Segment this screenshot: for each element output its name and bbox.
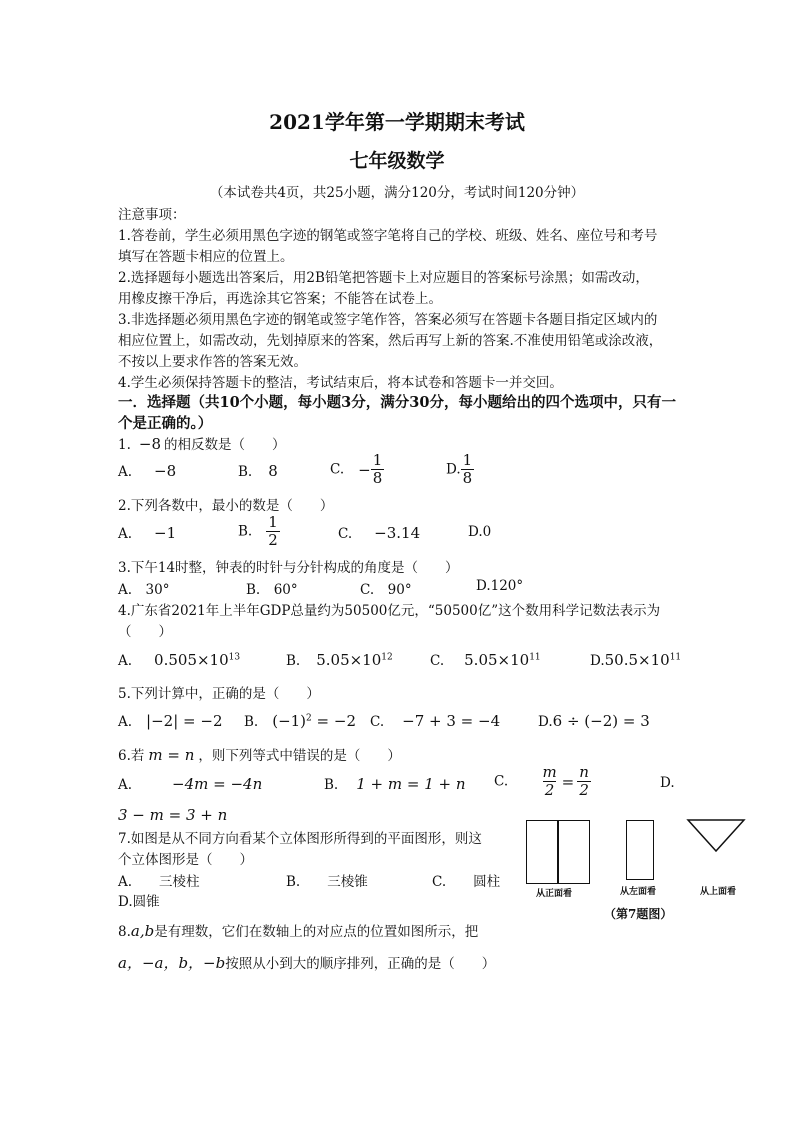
q5-option-b[interactable]: B. $(-1)^2 = -2$: [244, 712, 356, 730]
q5-option-d[interactable]: D.6 ÷ (−2) = 3: [538, 712, 650, 730]
exam-subject: 七年级数学: [349, 150, 445, 172]
question-5-stem: 5.下列计算中，正确的是（ ）: [118, 686, 320, 702]
question-4-stem: 4.广东省2021年上半年GDP总量约为50500亿元，“50500亿”这个数用科学记数法表示为: [118, 603, 661, 619]
q1-option-d[interactable]: D. $\frac{1}{8}$: [446, 451, 473, 487]
q4-option-a[interactable]: A. $0.505\times 10^{13}$: [118, 651, 241, 669]
q3-option-c[interactable]: C. 90°: [360, 582, 412, 598]
top-view-label: 从上面看: [700, 887, 737, 897]
notice-line: 3.非选择题必须用黑色字迹的钢笔或签字笔作答，答案必须写在答题卡各题目指定区域内的: [118, 312, 658, 328]
q7-option-d[interactable]: D.圆锥: [118, 894, 160, 910]
exam-title: 2021学年第一学期期末考试: [269, 110, 525, 134]
q4-option-b[interactable]: B. $5.05\times 10^{12}$: [286, 651, 393, 669]
q6-option-c[interactable]: C. $\frac{m}{2}$ = $\frac{n}{2}$: [494, 763, 589, 799]
q3-option-b[interactable]: B. 60°: [246, 582, 298, 598]
notice-line: 1.答卷前，学生必须用黑色字迹的钢笔或签字笔将自己的学校、班级、姓名、座位号和考号: [118, 228, 658, 244]
left-view-figure: [626, 820, 654, 880]
q1-option-a[interactable]: A. −8: [118, 462, 177, 480]
question-1-stem: 1. −8 的相反数是（ ）: [118, 435, 286, 453]
q5-option-a[interactable]: A. |−2| = −2: [118, 712, 223, 730]
q2-option-b[interactable]: B. $\frac{1}{2}$: [238, 513, 278, 549]
q6-option-d-label[interactable]: D.: [660, 775, 675, 791]
q5-option-c[interactable]: C. −7 + 3 = −4: [370, 712, 501, 730]
q7-option-b[interactable]: B. 三棱锥: [286, 874, 368, 890]
q2-option-a[interactable]: A. −1: [118, 524, 177, 542]
section-heading: 个是正确的。）: [118, 415, 213, 432]
question-6-stem: 6.若 m = n ，则下列等式中错误的是（ ）: [118, 746, 401, 764]
question-8-stem: a，−a，b，−b按照从小到大的顺序排列，正确的是（ ）: [118, 954, 496, 972]
front-view-divider: [557, 821, 559, 883]
q7-option-a[interactable]: A. 三棱柱: [118, 874, 200, 890]
question-3-stem: 3.下午14时整，钟表的时针与分针构成的角度是（ ）: [118, 560, 459, 576]
notice-heading: 注意事项：: [118, 207, 186, 223]
exam-info: （本试卷共4页，共25小题，满分120分，考试时间120分钟）: [209, 185, 585, 201]
section-heading: 一．选择题（共10个小题，每小题3分，满分30分，每小题给出的四个选项中，只有一: [118, 394, 676, 411]
q4-option-c[interactable]: C. $5.05\times 10^{11}$: [430, 651, 541, 669]
question-8-stem: 8.a,b是有理数，它们在数轴上的对应点的位置如图所示，把: [118, 922, 479, 940]
q2-option-d[interactable]: D.0: [468, 524, 492, 540]
question-2-stem: 2.下列各数中，最小的数是（ ）: [118, 498, 334, 514]
notice-line: 不按以上要求作答的答案无效。: [118, 354, 307, 370]
q1-option-c[interactable]: C. − $\frac{1}{8}$: [330, 451, 383, 487]
question-7-stem: 个立体图形是（ ）: [118, 852, 253, 868]
left-view-label: 从左面看: [620, 887, 657, 897]
q7-option-c[interactable]: C. 圆柱: [432, 874, 501, 890]
notice-line: 填写在答题卡相应的位置上。: [118, 249, 294, 265]
q2-option-c[interactable]: C. −3.14: [338, 524, 421, 542]
q6-option-b[interactable]: B. 1 + m = 1 + n: [324, 775, 466, 793]
notice-line: 相应位置上，如需改动，先划掉原来的答案，然后再写上新的答案.不准使用铅笔或涂改液，: [118, 333, 663, 349]
top-view-figure: [686, 818, 746, 854]
notice-line: 4.学生必须保持答题卡的整洁，考试结束后，将本试卷和答题卡一并交回。: [118, 375, 563, 391]
front-view-label: 从正面看: [536, 889, 573, 899]
q3-option-a[interactable]: A. 30°: [118, 582, 170, 598]
q6-option-a[interactable]: A. −4m = −4n: [118, 775, 263, 793]
figure-7-caption: （第7题图）: [604, 907, 673, 921]
question-7-stem: 7.如图是从不同方向看某个立体图形所得到的平面图形，则这: [118, 831, 482, 847]
notice-line: 2.选择题每小题选出答案后，用2B铅笔把答题卡上对应题目的答案标号涂黑；如需改动，: [118, 270, 649, 286]
q4-option-d[interactable]: $D.50.5\times 10^{11}$: [590, 651, 682, 669]
question-4-stem: （ ）: [118, 624, 172, 640]
q3-option-d[interactable]: D.120°: [476, 578, 524, 594]
front-view-figure: [526, 820, 590, 884]
notice-line: 用橡皮擦干净后，再选涂其它答案；不能答在试卷上。: [118, 291, 442, 307]
q1-option-b[interactable]: B. 8: [238, 462, 278, 480]
q6-option-d[interactable]: 3 − m = 3 + n: [118, 806, 228, 824]
